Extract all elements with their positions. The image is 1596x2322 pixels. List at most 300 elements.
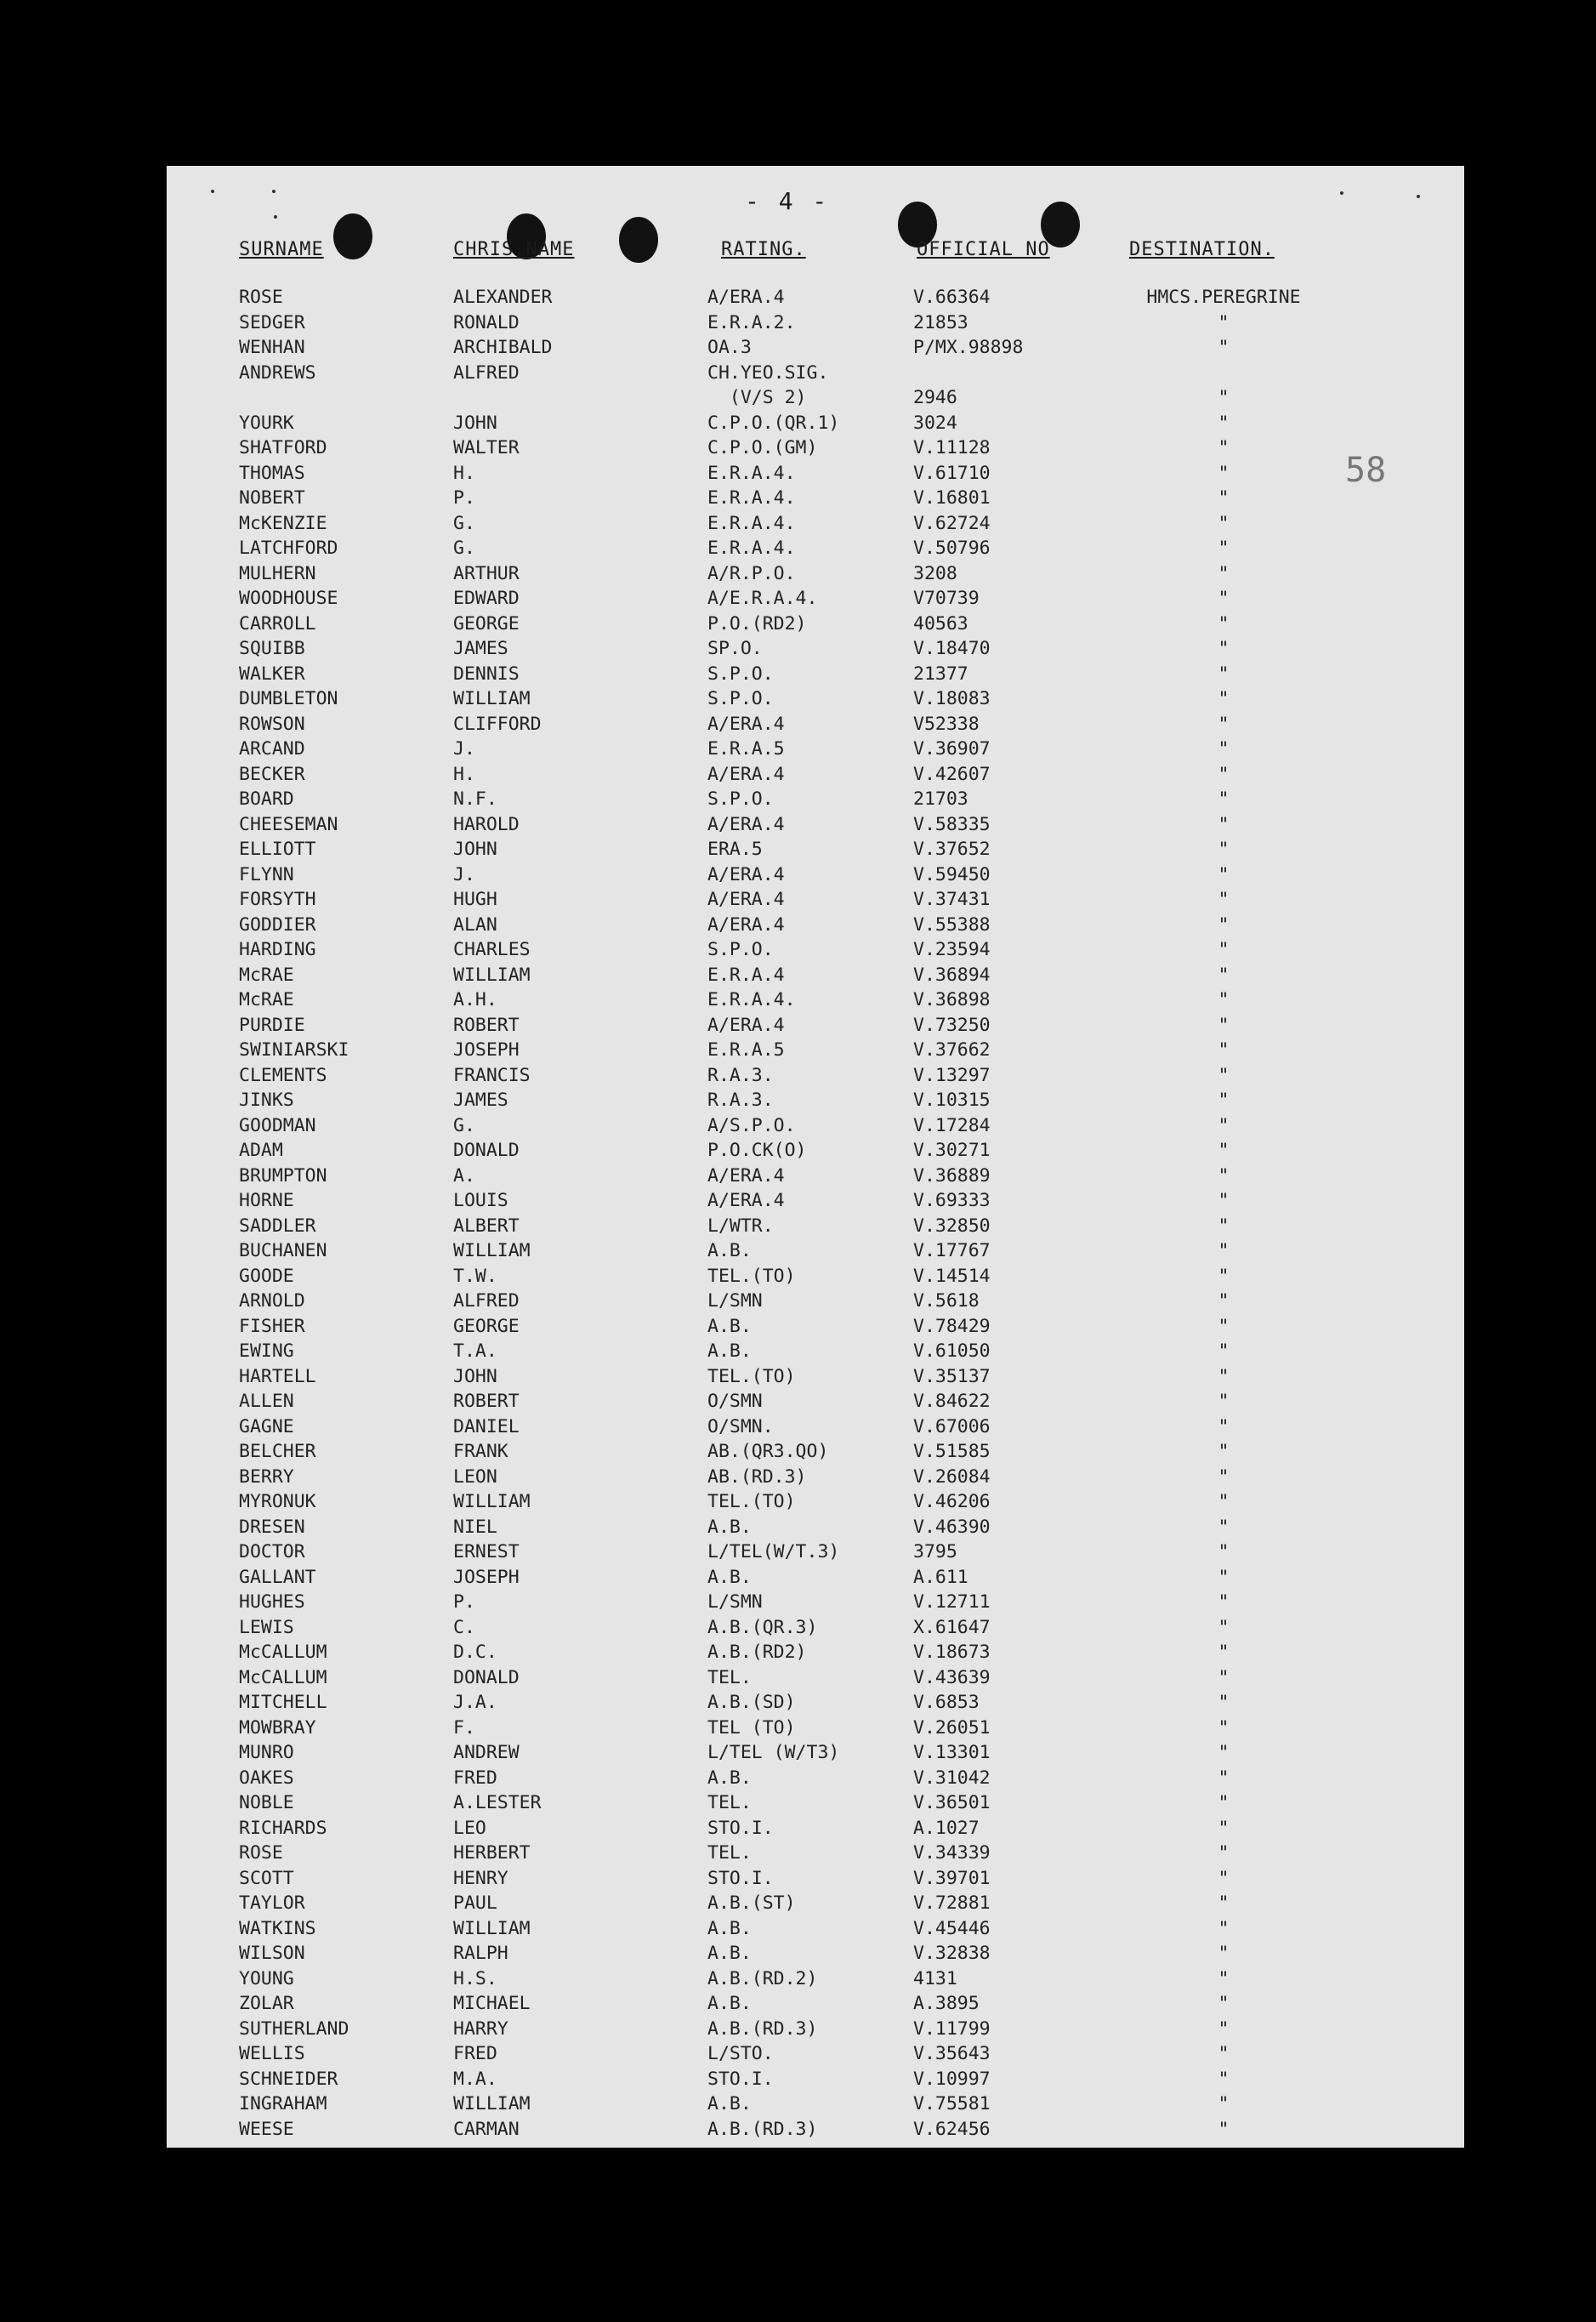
rating-cell: E.R.A.4. (707, 487, 796, 509)
official-no-cell: V.62724 (913, 512, 991, 534)
table-row (167, 662, 1464, 687)
official-no-cell: V.69333 (913, 1190, 991, 1211)
christian-name-cell: HUGH (453, 889, 497, 910)
surname-cell: RICHARDS (239, 1817, 327, 1839)
rating-cell: O/SMN (707, 1391, 763, 1412)
rating-cell: E.R.A.5 (707, 738, 785, 760)
table-row (167, 1489, 1464, 1515)
surname-cell: FLYNN (239, 863, 294, 885)
christian-name-cell: LEON (453, 1465, 497, 1488)
table-row (167, 887, 1464, 913)
official-no-cell: V.26084 (913, 1465, 991, 1488)
official-no-cell: V.58335 (913, 813, 991, 835)
official-no-cell: 21377 (913, 663, 968, 685)
destination-cell: " (1218, 1616, 1230, 1638)
table-row (167, 686, 1464, 712)
table-row (167, 1690, 1464, 1716)
rating-cell: AB.(RD.3) (707, 1465, 807, 1488)
official-no-cell: V.36894 (913, 964, 991, 986)
official-no-cell: P/MX.98898 (913, 337, 1024, 358)
official-no-cell: 3024 (913, 412, 957, 434)
official-no-cell: V.10315 (913, 1090, 991, 1111)
punch-hole (333, 213, 372, 259)
official-no-cell: V.34339 (913, 1842, 991, 1864)
official-no-cell: V.23594 (913, 939, 991, 960)
surname-cell: BRUMPTON (239, 1164, 327, 1187)
rating-cell: OA.3 (707, 337, 752, 358)
christian-name-cell: D.C. (453, 1642, 497, 1663)
surname-cell: THOMAS (239, 462, 305, 484)
destination-cell: " (1218, 1114, 1230, 1136)
destination-cell: " (1218, 487, 1230, 509)
destination-cell: " (1218, 913, 1230, 936)
rating-cell: A/ERA.4 (707, 763, 785, 785)
table-row (167, 511, 1464, 537)
rating-cell: S.P.O. (707, 939, 774, 960)
christian-name-cell: WILLIAM (453, 1491, 531, 1512)
christian-name-cell: ROBERT (453, 1014, 520, 1036)
paper-speck (1340, 191, 1343, 195)
official-no-cell: V.10997 (913, 2068, 991, 2090)
destination-cell: " (1218, 462, 1230, 484)
destination-cell: " (1218, 2043, 1230, 2064)
table-row (167, 1565, 1464, 1591)
rating-cell: A.B.(RD2) (707, 1642, 807, 1663)
table-row (167, 1238, 1464, 1264)
rating-cell: STO.I. (707, 1867, 774, 1889)
table-row (167, 561, 1464, 587)
table-row (167, 2117, 1464, 2143)
surname-cell: GODDIER (239, 913, 316, 936)
christian-name-cell: LEO (453, 1817, 486, 1839)
surname-cell: WENHAN (239, 337, 305, 358)
christian-name-cell: T.W. (453, 1265, 497, 1287)
header-rating: RATING. (721, 239, 806, 260)
document-page (167, 166, 1464, 2148)
christian-name-cell: DONALD (453, 1666, 520, 1688)
christian-name-cell: G. (453, 512, 475, 534)
destination-cell: " (1218, 387, 1230, 408)
surname-cell: ARCAND (239, 738, 305, 760)
christian-name-cell: A.H. (453, 989, 497, 1010)
destination-cell: " (1218, 337, 1230, 358)
destination-cell: " (1218, 1340, 1230, 1362)
surname-cell: CARROLL (239, 612, 316, 635)
table-row (167, 2041, 1464, 2067)
surname-cell: LEWIS (239, 1616, 294, 1638)
christian-name-cell: WALTER (453, 437, 520, 458)
christian-name-cell: A.LESTER (453, 1792, 542, 1813)
official-no-cell: V.30271 (913, 1140, 991, 1161)
destination-cell: " (1218, 1491, 1230, 1512)
official-no-cell: V.78429 (913, 1315, 991, 1337)
destination-cell: " (1218, 939, 1230, 960)
table-row (167, 812, 1464, 838)
table-row (167, 1389, 1464, 1414)
rating-cell: A/ERA.4 (707, 1164, 785, 1187)
destination-cell: " (1218, 437, 1230, 458)
destination-cell: " (1218, 1867, 1230, 1889)
official-no-cell: V.5618 (913, 1290, 980, 1312)
rating-cell: L/SMN (707, 1591, 763, 1613)
official-no-cell: V.26051 (913, 1716, 991, 1739)
christian-name-cell: JOHN (453, 412, 497, 434)
christian-name-cell: JOHN (453, 839, 497, 860)
surname-cell: McCALLUM (239, 1666, 327, 1688)
christian-name-cell: J.A. (453, 1692, 497, 1713)
official-no-cell: V.18673 (913, 1642, 991, 1663)
christian-name-cell: ANDREW (453, 1742, 520, 1763)
table-row (167, 361, 1464, 411)
rating-cell: L/TEL (W/T3) (707, 1742, 840, 1763)
surname-cell: BOARD (239, 788, 294, 810)
destination-cell: " (1218, 1140, 1230, 1161)
christian-name-cell: ALFRED (453, 1290, 520, 1312)
table-row (167, 1916, 1464, 1942)
margin-annotation: 58 (1345, 451, 1387, 490)
surname-cell: GOODE (239, 1265, 294, 1287)
destination-cell: HMCS.PEREGRINE (1146, 287, 1301, 308)
destination-cell: " (1218, 1090, 1230, 1111)
surname-cell: SUTHERLAND (239, 2018, 349, 2040)
official-no-cell: V.46390 (913, 1516, 991, 1538)
rating-cell: L/WTR. (707, 1215, 774, 1237)
rating-cell: A.B.(RD.3) (707, 2118, 818, 2140)
rating-cell: TEL. (707, 1792, 752, 1813)
table-row (167, 1740, 1464, 1766)
rating-cell: A.B. (707, 1943, 752, 1964)
christian-name-cell: MICHAEL (453, 1993, 531, 2014)
destination-cell: " (1218, 2118, 1230, 2140)
surname-cell: WALKER (239, 663, 305, 685)
christian-name-cell: ALBERT (453, 1215, 520, 1237)
official-no-cell: V.73250 (913, 1014, 991, 1036)
surname-cell: DOCTOR (239, 1541, 305, 1562)
rating-cell: O/SMN. (707, 1415, 774, 1437)
destination-cell: " (1218, 839, 1230, 860)
rating-cell: A.B.(SD) (707, 1692, 796, 1713)
rating-cell: A.B. (707, 1917, 752, 1939)
destination-cell: " (1218, 562, 1230, 584)
table-row (167, 837, 1464, 862)
table-row (167, 1966, 1464, 1992)
destination-cell: " (1218, 713, 1230, 735)
destination-cell: " (1218, 311, 1230, 333)
christian-name-cell: EDWARD (453, 588, 520, 609)
surname-cell: JINKS (239, 1090, 294, 1111)
header-destination: DESTINATION. (1129, 239, 1275, 260)
official-no-cell: A.611 (913, 1566, 968, 1588)
table-row (167, 2067, 1464, 2092)
christian-name-cell: CLIFFORD (453, 713, 542, 735)
paper-speck (1417, 195, 1420, 198)
surname-cell: WEESE (239, 2118, 294, 2140)
official-no-cell: V.18083 (913, 688, 991, 709)
surname-cell: GOODMAN (239, 1114, 316, 1136)
rating-cell: A.B. (707, 1340, 752, 1362)
rating-cell: A.B. (707, 1516, 752, 1538)
surname-cell: ALLEN (239, 1391, 294, 1412)
official-no-cell: 3208 (913, 562, 957, 584)
christian-name-cell: C. (453, 1616, 475, 1638)
rating-cell: E.R.A.2. (707, 311, 796, 333)
destination-cell: " (1218, 512, 1230, 534)
paper-speck (274, 215, 277, 219)
official-no-cell: V.36907 (913, 738, 991, 760)
table-row (167, 1615, 1464, 1641)
christian-name-cell: FRED (453, 2043, 497, 2064)
christian-name-cell: WILLIAM (453, 964, 531, 986)
official-no-cell: V.36898 (913, 989, 991, 1010)
christian-name-cell: ARCHIBALD (453, 337, 553, 358)
christian-name-cell: GEORGE (453, 1315, 520, 1337)
official-no-cell: A.3895 (913, 1993, 980, 2014)
surname-cell: ROWSON (239, 713, 305, 735)
rating-cell: P.O.(RD2) (707, 612, 807, 635)
surname-cell: McKENZIE (239, 512, 327, 534)
destination-cell: " (1218, 1164, 1230, 1187)
rating-cell: S.P.O. (707, 788, 774, 810)
official-no-cell: V.39701 (913, 1867, 991, 1889)
surname-cell: DRESEN (239, 1516, 305, 1538)
surname-cell: ADAM (239, 1140, 283, 1161)
official-no-cell: V.36501 (913, 1792, 991, 1813)
destination-cell: " (1218, 1014, 1230, 1036)
surname-cell: INGRAHAM (239, 2093, 327, 2114)
christian-name-cell: JAMES (453, 1090, 508, 1111)
christian-name-cell: DONALD (453, 1140, 520, 1161)
destination-cell: " (1218, 1842, 1230, 1864)
christian-name-cell: G. (453, 1114, 475, 1136)
table-row (167, 862, 1464, 888)
surname-cell: ANDREWS (239, 361, 316, 384)
destination-cell: " (1218, 538, 1230, 559)
destination-cell: " (1218, 1465, 1230, 1488)
header-official-no: OFFICIAL NO (917, 239, 1050, 260)
surname-cell: MITCHELL (239, 1692, 327, 1713)
christian-name-cell: DANIEL (453, 1415, 520, 1437)
table-row (167, 937, 1464, 963)
official-no-cell: 4131 (913, 1967, 957, 1989)
table-row (167, 1841, 1464, 1866)
official-no-cell: 2946 (913, 387, 957, 408)
christian-name-cell: FRANK (453, 1441, 508, 1462)
destination-cell: " (1218, 1993, 1230, 2014)
table-row (167, 1314, 1464, 1340)
table-row (167, 2092, 1464, 2117)
table-row (167, 1164, 1464, 1189)
rating-cell: L/STO. (707, 2043, 774, 2064)
rating-cell: STO.I. (707, 1817, 774, 1839)
rating-cell: TEL. (707, 1842, 752, 1864)
surname-cell: MOWBRAY (239, 1716, 316, 1739)
surname-cell: SEDGER (239, 311, 305, 333)
rating-cell: A.B. (707, 1566, 752, 1588)
official-no-cell: V.16801 (913, 487, 991, 509)
table-row (167, 285, 1464, 310)
destination-cell: " (1218, 2018, 1230, 2040)
official-no-cell: V.61050 (913, 1340, 991, 1362)
official-no-cell: V.13297 (913, 1064, 991, 1086)
surname-cell: NOBLE (239, 1792, 294, 1813)
christian-name-cell: HERBERT (453, 1842, 531, 1864)
christian-name-cell: H.S. (453, 1967, 497, 1989)
rating-cell: A/R.P.O. (707, 562, 796, 584)
table-row (167, 1816, 1464, 1841)
official-no-cell: V.51585 (913, 1441, 991, 1462)
surname-cell: CHEESEMAN (239, 813, 338, 835)
official-no-cell: V.50796 (913, 538, 991, 559)
table-row (167, 1364, 1464, 1390)
table-row (167, 1640, 1464, 1665)
official-no-cell: V.37662 (913, 1039, 991, 1061)
christian-name-cell: WILLIAM (453, 2093, 531, 2114)
official-no-cell: 3795 (913, 1541, 957, 1562)
table-row (167, 1264, 1464, 1289)
christian-name-cell: T.A. (453, 1340, 497, 1362)
destination-cell: " (1218, 1642, 1230, 1663)
christian-name-cell: JOHN (453, 1365, 497, 1387)
destination-cell: " (1218, 1591, 1230, 1613)
destination-cell: " (1218, 1441, 1230, 1462)
table-row (167, 411, 1464, 436)
table-row (167, 586, 1464, 612)
table-row (167, 1515, 1464, 1540)
table-row (167, 1590, 1464, 1615)
christian-name-cell: WILLIAM (453, 1917, 531, 1939)
surname-cell: HARTELL (239, 1365, 316, 1387)
christian-name-cell: GEORGE (453, 612, 520, 635)
destination-cell: " (1218, 1039, 1230, 1061)
surname-cell: ARNOLD (239, 1290, 305, 1312)
rating-cell: E.R.A.4. (707, 538, 796, 559)
table-row (167, 787, 1464, 812)
rating-cell: S.P.O. (707, 688, 774, 709)
destination-cell: " (1218, 2093, 1230, 2114)
table-row (167, 1414, 1464, 1440)
official-no-cell: V.35137 (913, 1365, 991, 1387)
destination-cell: " (1218, 1792, 1230, 1813)
destination-cell: " (1218, 638, 1230, 659)
rating-cell: TEL (TO) (707, 1716, 796, 1739)
surname-cell: YOUNG (239, 1967, 294, 1989)
surname-cell: EWING (239, 1340, 294, 1362)
rating-cell: TEL.(TO) (707, 1491, 796, 1512)
table-row (167, 612, 1464, 637)
destination-cell: " (1218, 889, 1230, 910)
rating-cell: AB.(QR3.QO) (707, 1441, 829, 1462)
christian-name-cell: CHARLES (453, 939, 531, 960)
surname-cell: MULHERN (239, 562, 316, 584)
destination-cell: " (1218, 1742, 1230, 1763)
table-row (167, 636, 1464, 662)
christian-name-cell: G. (453, 538, 475, 559)
official-no-cell: V.36889 (913, 1164, 991, 1187)
official-no-cell: V.59450 (913, 863, 991, 885)
header-surname: SURNAME (239, 239, 324, 260)
rating-cell: E.R.A.4. (707, 512, 796, 534)
destination-cell: " (1218, 1943, 1230, 1964)
personnel-table (167, 285, 1464, 2142)
christian-name-cell: RALPH (453, 1943, 508, 1964)
official-no-cell: V.12711 (913, 1591, 991, 1613)
rating-cell: A/ERA.4 (707, 863, 785, 885)
surname-cell: FISHER (239, 1315, 305, 1337)
official-no-cell: V.6853 (913, 1692, 980, 1713)
table-row (167, 310, 1464, 336)
table-row (167, 1188, 1464, 1214)
official-no-cell: V.67006 (913, 1415, 991, 1437)
destination-cell: " (1218, 2068, 1230, 2090)
surname-cell: SHATFORD (239, 437, 327, 458)
destination-cell: " (1218, 1892, 1230, 1914)
surname-cell: HUGHES (239, 1591, 305, 1613)
punch-hole (619, 217, 658, 263)
official-no-cell: V.43639 (913, 1666, 991, 1688)
rating-cell: E.R.A.4. (707, 462, 796, 484)
destination-cell: " (1218, 1716, 1230, 1739)
rating-cell: A.B. (707, 1240, 752, 1261)
table-row (167, 1113, 1464, 1139)
official-no-cell: V.31042 (913, 1767, 991, 1789)
christian-name-cell: HENRY (453, 1867, 508, 1889)
destination-cell: " (1218, 1415, 1230, 1437)
destination-cell: " (1218, 1215, 1230, 1237)
official-no-cell: V.37652 (913, 839, 991, 860)
surname-cell: SCHNEIDER (239, 2068, 338, 2090)
christian-name-cell: DENNIS (453, 663, 520, 685)
official-no-cell: 21853 (913, 311, 968, 333)
table-row (167, 1088, 1464, 1113)
surname-cell: PURDIE (239, 1014, 305, 1036)
christian-name-cell: M.A. (453, 2068, 497, 2090)
rating-cell: A.B.(RD.2) (707, 1967, 818, 1989)
surname-cell: YOURK (239, 412, 294, 434)
official-no-cell: V.37431 (913, 889, 991, 910)
rating-cell: SP.O. (707, 638, 763, 659)
destination-cell: " (1218, 1666, 1230, 1688)
surname-cell: GALLANT (239, 1566, 316, 1588)
official-no-cell: 40563 (913, 612, 968, 635)
christian-name-cell: JAMES (453, 638, 508, 659)
table-row (167, 1289, 1464, 1314)
christian-name-cell: ARTHUR (453, 562, 520, 584)
christian-name-cell: JOSEPH (453, 1039, 520, 1061)
rating-cell: E.R.A.4. (707, 989, 796, 1010)
surname-cell: McRAE (239, 989, 294, 1010)
surname-cell: WILSON (239, 1943, 305, 1964)
destination-cell: " (1218, 1767, 1230, 1789)
surname-cell: McCALLUM (239, 1642, 327, 1663)
table-row (167, 1891, 1464, 1916)
christian-name-cell: ALEXANDER (453, 287, 553, 308)
table-row (167, 1038, 1464, 1063)
christian-name-cell: ALAN (453, 913, 497, 936)
destination-cell: " (1218, 1967, 1230, 1989)
table-row (167, 335, 1464, 361)
table-row (167, 737, 1464, 762)
official-no-cell: V.14514 (913, 1265, 991, 1287)
official-no-cell: V.84622 (913, 1391, 991, 1412)
surname-cell: HARDING (239, 939, 316, 960)
rating-cell: A/ERA.4 (707, 813, 785, 835)
rating-cell: A/E.R.A.4. (707, 588, 818, 609)
table-row (167, 762, 1464, 788)
destination-cell: " (1218, 1917, 1230, 1939)
rating-cell: A/ERA.4 (707, 713, 785, 735)
surname-cell: McRAE (239, 964, 294, 986)
destination-cell: " (1218, 1516, 1230, 1538)
